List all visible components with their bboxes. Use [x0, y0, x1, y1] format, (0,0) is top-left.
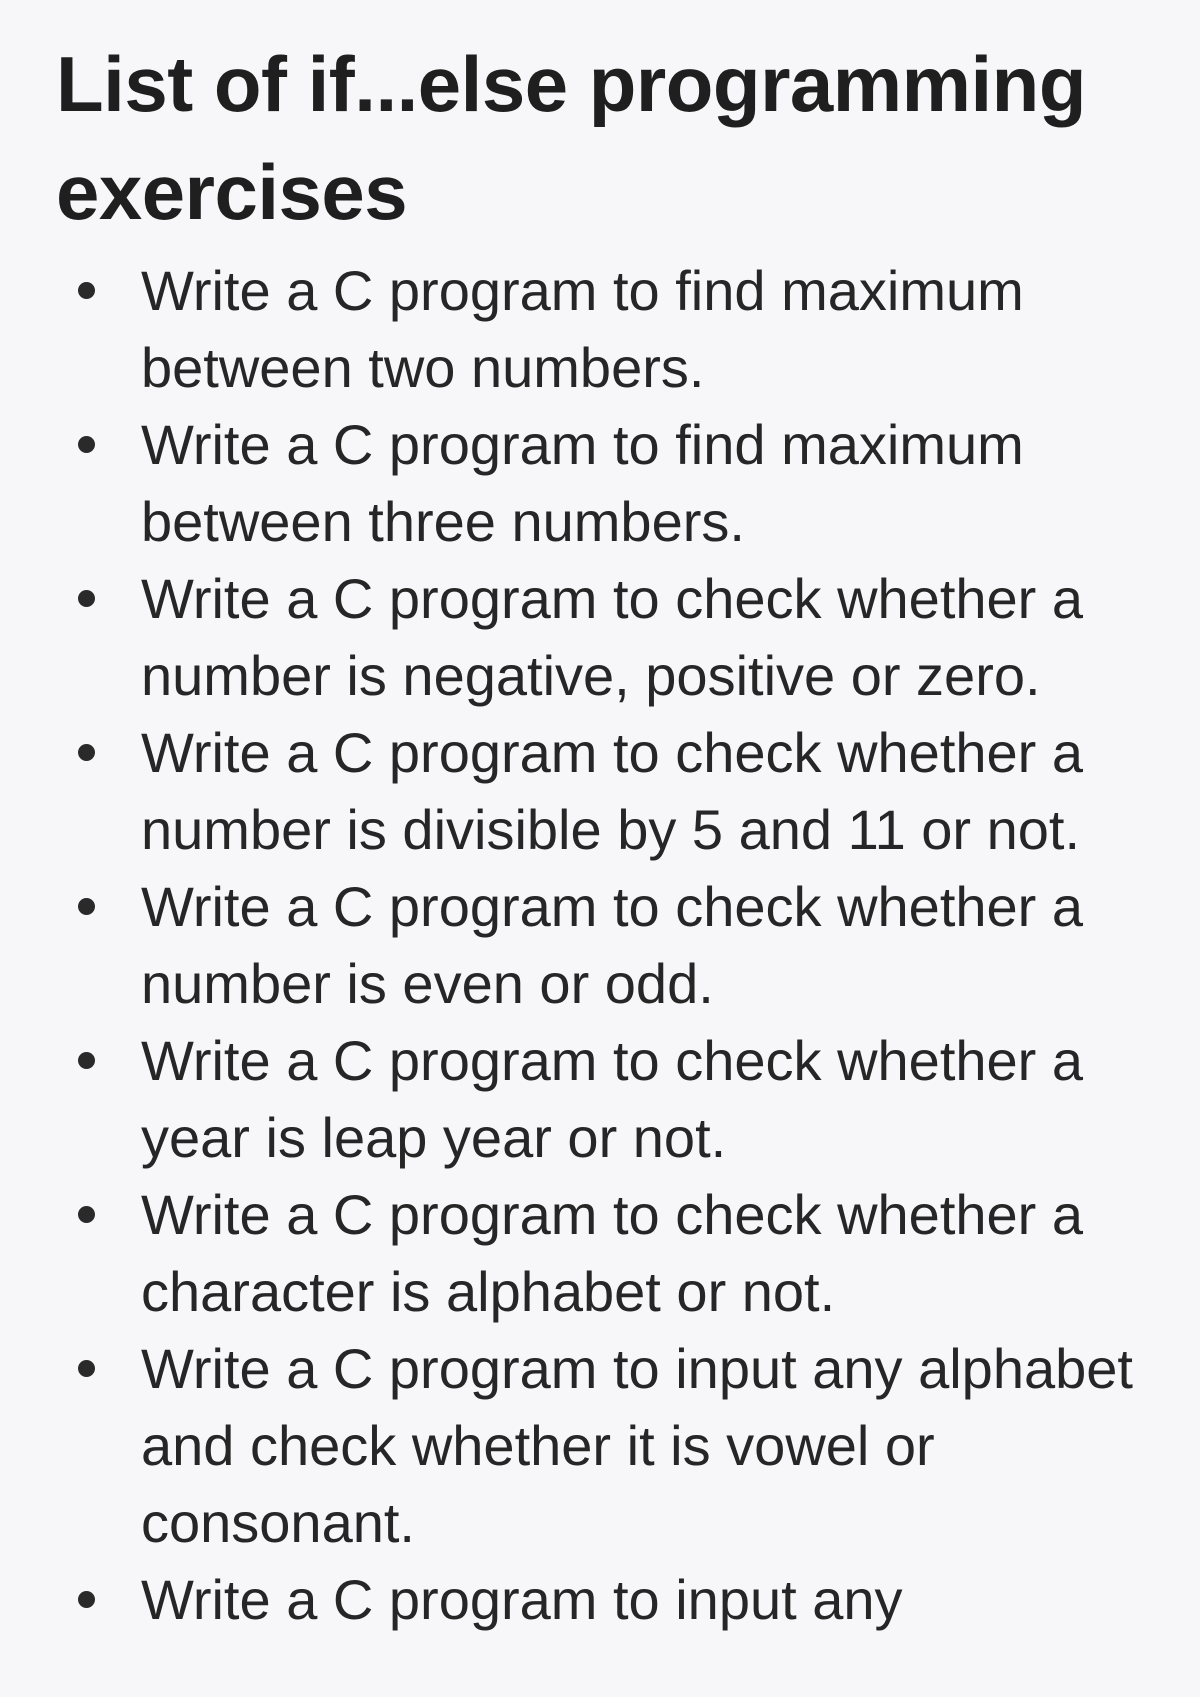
bullet-icon [78, 1360, 95, 1377]
exercise-text: Write a C program to find maximum between three numbers. [141, 413, 1024, 553]
exercise-text: Write a C program to find maximum between two numbers. [141, 259, 1024, 399]
list-item [56, 406, 1171, 560]
bullet-icon [78, 1206, 95, 1223]
list-item [56, 560, 1171, 714]
list-item [56, 1022, 1171, 1176]
list-item [56, 252, 1171, 406]
page-title: List of if...else programming exercises [56, 40, 1086, 236]
bullet-icon [78, 898, 95, 915]
bullet-icon [78, 1591, 95, 1608]
bullet-icon [78, 1052, 95, 1069]
list-item [56, 868, 1171, 1022]
bullet-icon [78, 436, 95, 453]
exercise-text: Write a C program to input any alphabet and check whether it is vowel or consonant. [141, 1337, 1133, 1554]
exercise-text: Write a C program to check whether a character is alphabet or not. [141, 1183, 1084, 1323]
exercise-text: Write a C program to check whether a number is negative, positive or zero. [141, 567, 1084, 707]
exercise-list [56, 252, 1140, 1638]
list-item [56, 714, 1171, 868]
list-item [56, 1561, 1171, 1638]
bullet-icon [78, 282, 95, 299]
list-item [56, 1330, 1171, 1561]
exercise-text: Write a C program to check whether a number is divisible by 5 and 11 or not. [141, 721, 1084, 861]
bullet-icon [78, 590, 95, 607]
exercise-text: Write a C program to input any [141, 1568, 903, 1631]
exercise-text: Write a C program to check whether a year is leap year or not. [141, 1029, 1084, 1169]
exercise-text: Write a C program to check whether a number is even or odd. [141, 875, 1084, 1015]
list-item [56, 1176, 1171, 1330]
bullet-icon [78, 744, 95, 761]
